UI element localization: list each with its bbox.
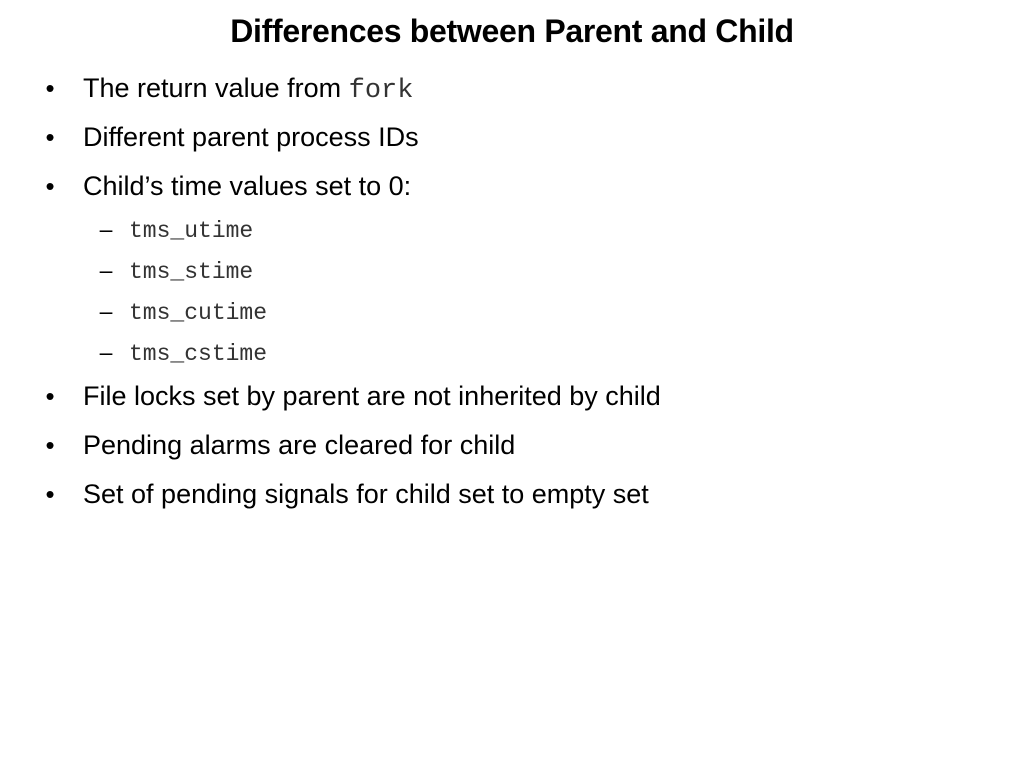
bullet-icon: • — [45, 171, 55, 201]
bullet-item-fork-return — [0, 70, 1024, 106]
slide-title: Differences between Parent and Child — [230, 13, 794, 49]
bullet-icon: • — [45, 122, 55, 152]
dash-icon: – — [99, 216, 113, 242]
bullet-item-file-locks — [0, 378, 1024, 414]
sub-item-tms-cstime — [0, 337, 1024, 368]
bullet-text: Child’s time values set to 0: — [83, 171, 412, 201]
dash-icon: – — [99, 339, 113, 365]
code-fork: fork — [348, 76, 414, 106]
code-tms-cutime: tms_cutime — [129, 300, 268, 326]
sub-item-tms-stime — [0, 255, 1024, 286]
code-tms-cstime: tms_cstime — [129, 341, 268, 367]
bullet-icon: • — [45, 381, 55, 411]
sub-item-tms-cutime — [0, 296, 1024, 327]
code-tms-utime: tms_utime — [129, 218, 254, 244]
bullet-text: Different parent process IDs — [83, 122, 419, 152]
bullet-item-pending-alarms — [0, 427, 1024, 463]
bullet-text: Pending alarms are cleared for child — [83, 430, 516, 460]
sub-list — [0, 214, 1024, 368]
bullet-text: File locks set by parent are not inherited by child — [83, 381, 661, 411]
bullet-list — [0, 70, 1024, 525]
bullet-text: Set of pending signals for child set to empty set — [83, 479, 649, 509]
bullet-item-parent-ids — [0, 119, 1024, 155]
bullet-text: The return value from — [83, 73, 349, 103]
code-tms-stime: tms_stime — [129, 259, 254, 285]
bullet-icon: • — [45, 479, 55, 509]
bullet-icon: • — [45, 430, 55, 460]
bullet-item-time-values — [0, 168, 1024, 204]
sub-item-tms-utime — [0, 214, 1024, 245]
dash-icon: – — [99, 298, 113, 324]
bullet-icon: • — [45, 73, 55, 103]
dash-icon: – — [99, 257, 113, 283]
bullet-item-pending-signals — [0, 476, 1024, 512]
